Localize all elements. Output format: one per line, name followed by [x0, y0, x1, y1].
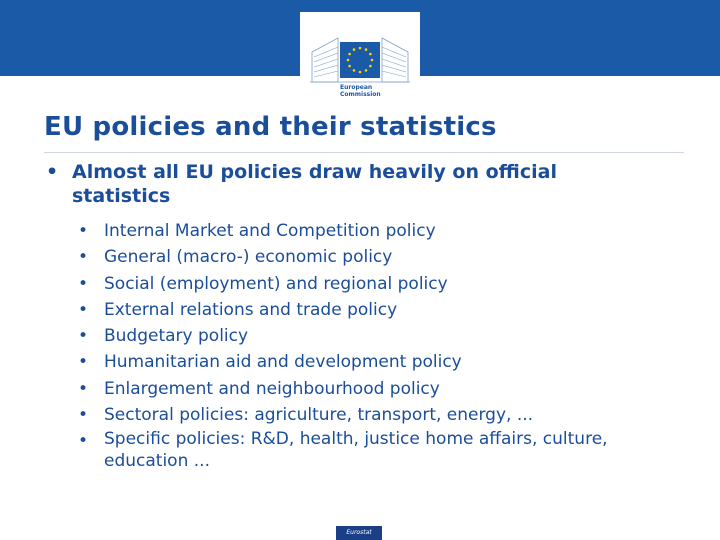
bullet-icon: •	[78, 273, 89, 294]
bullet-icon: •	[78, 378, 89, 399]
list-item-text: Enlargement and neighbourhood policy	[104, 378, 440, 399]
list-item-text: External relations and trade policy	[104, 299, 398, 320]
list-item-text: General (macro-) economic policy	[104, 247, 393, 268]
lead-text: Almost all EU policies draw heavily on official statistics	[72, 161, 557, 207]
list-item-text: Sectoral policies: agriculture, transport, energy, ...	[104, 405, 534, 426]
bullet-icon: •	[78, 247, 89, 268]
bullet-icon: •	[78, 352, 89, 373]
list-item-text: Humanitarian aid and development policy	[104, 352, 462, 373]
list-item-text: Budgetary policy	[104, 326, 249, 347]
logo-line-2: Commission	[340, 91, 381, 98]
lead-bullet-icon: •	[46, 161, 59, 183]
list-item	[78, 323, 678, 349]
bullet-icon: •	[78, 326, 89, 347]
logo-line-1: European	[340, 84, 373, 91]
bullet-icon: •	[78, 405, 89, 426]
list-item	[78, 218, 678, 244]
title-divider	[44, 152, 684, 153]
list-item	[78, 349, 678, 375]
bullet-icon: •	[78, 299, 89, 320]
list-item	[78, 402, 678, 428]
logo-wordmark	[340, 84, 400, 98]
list-item	[78, 376, 678, 402]
list-item	[78, 271, 678, 297]
slide-title: EU policies and their statistics	[44, 112, 497, 142]
list-item-text: Social (employment) and regional policy	[104, 273, 448, 294]
european-commission-logo	[300, 12, 420, 104]
bullet-icon: •	[78, 431, 89, 452]
list-item	[78, 297, 678, 323]
list-item-text: Specific policies: R&D, health, justice home affairs, culture, education ...	[104, 429, 608, 472]
list-item	[78, 428, 678, 472]
policy-list	[78, 218, 678, 472]
lead-bullet-point	[46, 160, 646, 208]
eurostat-badge: Eurostat	[336, 526, 382, 540]
list-item-text: Internal Market and Competition policy	[104, 221, 436, 241]
bullet-icon: •	[78, 221, 89, 241]
list-item	[78, 244, 678, 270]
